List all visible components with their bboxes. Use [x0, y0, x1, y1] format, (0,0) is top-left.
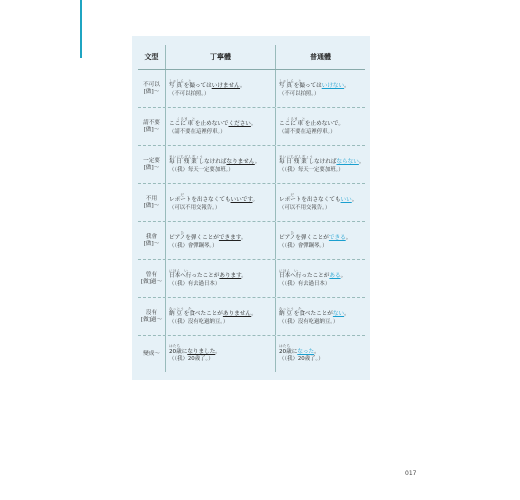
japanese-sentence: [169, 159, 275, 167]
chinese-translation: （（我）20歲了。）: [279, 356, 324, 363]
sentence-end: 。: [314, 348, 320, 355]
sentence-end: 。: [215, 348, 221, 355]
japanese-sentence: [169, 197, 275, 205]
chinese-translation: （請不要在這裡停車。）: [279, 128, 336, 135]
sentence-end: 。: [338, 121, 344, 128]
plain-example: [279, 222, 365, 259]
furigana: にほん い: [169, 268, 188, 273]
grammar-table-panel: [132, 36, 370, 380]
type-label: 不用 [做]～: [143, 195, 160, 209]
plain-cell: [276, 184, 365, 221]
highlighted-ending: なった: [297, 348, 315, 355]
type-cell: [138, 222, 166, 259]
sentence-stem: 写 真 を撮っては: [279, 83, 322, 90]
header-type-cell: [138, 45, 166, 69]
furigana: なっとう た: [169, 306, 192, 311]
sentence-end: 。: [240, 83, 246, 90]
grammar-table: [138, 45, 365, 372]
sentence-end: 。: [344, 311, 350, 318]
furigana: ひ: [279, 230, 295, 235]
polite-cell: [166, 336, 276, 372]
sentence-stem: ここに 車 を止めないで: [169, 121, 229, 128]
plain-cell: [276, 260, 365, 297]
furigana: まいにちざんぎょう: [279, 154, 314, 159]
sentence-end: 。: [251, 311, 257, 318]
polite-example: [169, 260, 275, 297]
plain-cell: [276, 108, 365, 145]
sentence-stem: ピアノを弾くことが: [279, 235, 329, 242]
type-cell: [138, 336, 166, 372]
sentence-end: 。: [250, 121, 257, 128]
chinese-translation: （（我）每天一定要加班。）: [169, 166, 234, 173]
polite-cell: [166, 70, 276, 107]
japanese-sentence: [169, 83, 275, 91]
type-label: 不可以 [做]～: [143, 81, 160, 95]
type-label: 沒有 [做]過～: [140, 309, 163, 323]
type-cell: [138, 146, 166, 183]
chinese-translation: （（我）會彈鋼琴。）: [169, 242, 218, 249]
polite-example: [169, 336, 275, 372]
furigana: だ: [279, 192, 295, 197]
highlighted-ending: ありません: [222, 311, 252, 318]
chinese-translation: （（我）會彈鋼琴。）: [279, 242, 328, 249]
japanese-sentence: [279, 121, 365, 129]
sentence-stem: 納 豆 を食べたことが: [169, 311, 223, 318]
japanese-sentence: [169, 273, 275, 281]
highlighted-ending: いけません: [211, 83, 241, 90]
header-plain-cell: [276, 45, 365, 69]
furigana: しゃしん と: [169, 78, 192, 83]
japanese-sentence: [279, 83, 365, 91]
highlighted-ending: いけない: [321, 83, 345, 90]
header-type: 文型: [144, 53, 159, 61]
japanese-sentence: [169, 311, 275, 319]
plain-example: [279, 108, 365, 145]
polite-cell: [166, 222, 276, 259]
plain-example: [279, 298, 365, 335]
table-row: [138, 70, 365, 108]
table-row: [138, 336, 365, 372]
highlighted-ending: ある: [329, 273, 341, 280]
chinese-translation: （請不要在這裡停車。）: [169, 128, 226, 135]
type-cell: [138, 70, 166, 107]
highlighted-ending: いいです: [230, 197, 253, 204]
japanese-sentence: [279, 235, 365, 243]
sentence-end: 。: [351, 197, 358, 204]
furigana: くるま と: [279, 116, 306, 121]
sentence-stem: 納 豆 を食べたことが: [279, 311, 333, 318]
chinese-translation: （可以不用交報告。）: [169, 204, 221, 211]
japanese-sentence: [279, 197, 365, 205]
furigana: くるま と: [169, 116, 196, 121]
table-row: [138, 260, 365, 298]
type-label: 請不要 [做]～: [143, 119, 160, 133]
sentence-stem: ピアノを弾くことが: [169, 235, 219, 242]
page-number: 017: [405, 470, 417, 477]
highlighted-ending: いい: [340, 197, 352, 204]
type-label: 我會 [做]～: [143, 233, 160, 247]
japanese-sentence: [279, 273, 365, 281]
sentence-end: 。: [340, 273, 347, 280]
plain-cell: [276, 146, 365, 183]
chinese-translation: （不可以拍照。）: [279, 90, 320, 97]
japanese-sentence: [169, 235, 275, 243]
japanese-sentence: [169, 121, 275, 129]
highlighted-ending: ない: [332, 311, 345, 318]
table-row: [138, 298, 365, 336]
chinese-translation: （（我）有去過日本）: [279, 280, 331, 287]
sentence-end: 。: [252, 197, 259, 204]
side-accent-line: [80, 0, 82, 58]
japanese-sentence: [279, 159, 365, 167]
sentence-stem: 毎 日 残 業 しなければ: [169, 159, 227, 166]
sentence-stem: 日本へ行ったことが: [169, 273, 220, 280]
sentence-end: 。: [345, 235, 352, 242]
header-plain: 普通體: [310, 53, 331, 61]
table-header-row: [138, 45, 365, 70]
table-row: [138, 222, 365, 260]
table-body: [138, 70, 365, 372]
sentence-end: 。: [254, 159, 261, 166]
chinese-translation: （（我）沒有吃過納豆。）: [279, 318, 339, 325]
furigana: はたち: [279, 344, 291, 349]
polite-example: [169, 146, 275, 183]
sentence-end: 。: [344, 83, 350, 90]
polite-example: [169, 222, 275, 259]
sentence-stem: 20歳に: [279, 348, 298, 355]
polite-cell: [166, 260, 276, 297]
furigana: しゃしん と: [279, 78, 302, 83]
sentence-end: 。: [240, 235, 247, 242]
plain-cell: [276, 222, 365, 259]
highlighted-ending: できる: [328, 235, 346, 242]
sentence-stem: レポートを出さなくても: [279, 197, 341, 204]
table-row: [138, 108, 365, 146]
highlighted-ending: なりました: [187, 348, 216, 355]
plain-example: [279, 146, 365, 183]
furigana: はたち: [169, 344, 181, 349]
header-polite: 丁寧體: [210, 53, 231, 61]
furigana: ひ: [169, 230, 185, 235]
sentence-end: 。: [241, 273, 247, 280]
sentence-stem: 毎 日 残 業 しなければ: [279, 159, 337, 166]
header-polite-cell: [166, 45, 276, 69]
type-cell: [138, 108, 166, 145]
chinese-translation: （不可以拍照。）: [169, 90, 210, 97]
chinese-translation: （（我）有去過日本）: [169, 280, 221, 287]
plain-cell: [276, 336, 365, 372]
plain-example: [279, 260, 365, 297]
polite-example: [169, 70, 275, 107]
sentence-stem: レポートを出さなくても: [169, 197, 231, 204]
type-label: 曾有 [做]過～: [140, 271, 163, 285]
type-label: 一定要 [做]～: [143, 157, 160, 171]
furigana: まいにちざんぎょう: [169, 154, 204, 159]
plain-example: [279, 336, 365, 372]
sentence-stem: 20歳に: [169, 348, 188, 355]
type-cell: [138, 260, 166, 297]
highlighted-ending: なりません: [226, 159, 255, 166]
sentence-stem: 写 真 を撮っては: [169, 83, 212, 90]
chinese-translation: （（我）每天一定要加班。）: [279, 166, 344, 173]
highlighted-ending: ならない: [336, 159, 359, 166]
sentence-stem: ここに 車 を止めないで: [279, 121, 339, 128]
furigana: だ: [169, 192, 185, 197]
sentence-stem: 日本へ行ったことが: [279, 273, 330, 280]
chinese-translation: （可以不用交報告。）: [279, 204, 331, 211]
polite-cell: [166, 298, 276, 335]
type-label: 變成～: [143, 350, 160, 357]
polite-cell: [166, 108, 276, 145]
furigana: にほん い: [279, 268, 298, 273]
highlighted-ending: できます: [218, 235, 241, 242]
table-row: [138, 184, 365, 222]
polite-example: [169, 108, 275, 145]
chinese-translation: （（我）沒有吃過納豆。）: [169, 318, 229, 325]
plain-cell: [276, 298, 365, 335]
highlighted-ending: ください: [228, 121, 251, 128]
plain-example: [279, 184, 365, 221]
polite-cell: [166, 184, 276, 221]
furigana: なっとう た: [279, 306, 302, 311]
plain-example: [279, 70, 365, 107]
highlighted-ending: あります: [219, 273, 242, 280]
polite-example: [169, 184, 275, 221]
plain-cell: [276, 70, 365, 107]
type-cell: [138, 298, 166, 335]
polite-example: [169, 298, 275, 335]
chinese-translation: （（我）20歲了。）: [169, 356, 214, 363]
type-cell: [138, 184, 166, 221]
japanese-sentence: [279, 311, 365, 319]
table-row: [138, 146, 365, 184]
sentence-end: 。: [358, 159, 365, 166]
polite-cell: [166, 146, 276, 183]
